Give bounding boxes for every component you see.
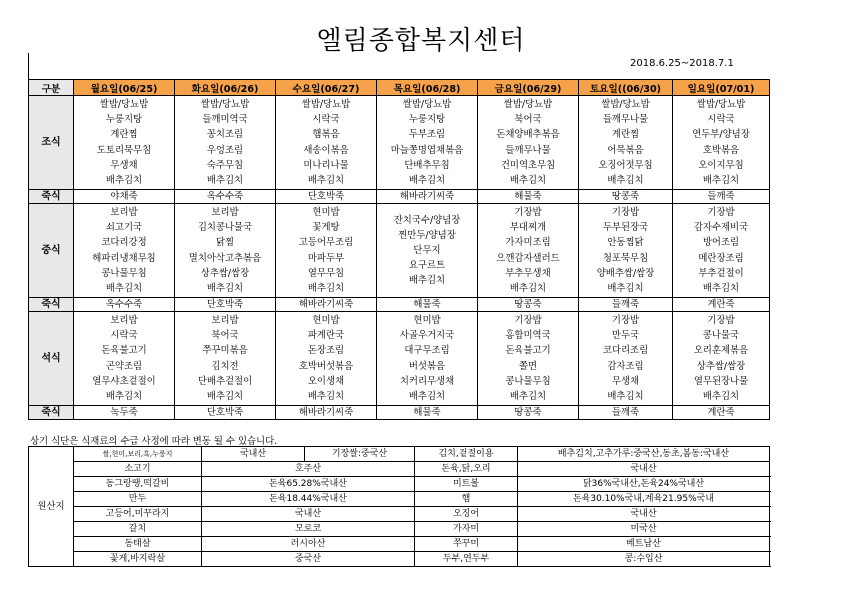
menu-item: 해파리냉채무침 <box>92 252 156 264</box>
menu-item: 단무지 <box>413 244 441 256</box>
origin-cell: 모로코 <box>202 522 415 537</box>
origin-row <box>29 537 770 552</box>
origin-cell: 콩:수입산 <box>518 552 770 567</box>
porridge-row <box>29 298 770 312</box>
origin-cell: 닭36%국내산,돈육24%국내산 <box>518 477 770 492</box>
menu-item: 쌀밥/당뇨밥 <box>301 99 351 111</box>
origin-cell: 돈육18.44%국내산 <box>202 492 415 507</box>
menu-cell <box>74 204 175 298</box>
menu-item: 홍합미역국 <box>505 330 551 342</box>
menu-item: 배추김치 <box>607 174 644 186</box>
origin-cell: 꽃게,바지락살 <box>74 552 202 567</box>
menu-item: 두부조림 <box>408 129 446 141</box>
origin-cell: 국내산 <box>518 507 770 522</box>
menu-cell: 땅콩죽 <box>478 298 579 312</box>
menu-cell: 단호박죽 <box>175 406 276 420</box>
menu-item: 으깬감자샐러드 <box>496 252 560 264</box>
menu-item: 코다리강정 <box>101 237 147 249</box>
menu-cell: 계란죽 <box>673 406 770 420</box>
menu-item: 배추김치 <box>206 390 244 402</box>
menu-cell: 들깨죽 <box>673 190 770 204</box>
origin-cell: 가자미 <box>415 522 518 537</box>
menu-cell: 단호박죽 <box>175 298 276 312</box>
origin-cell: 동태살 <box>74 537 202 552</box>
menu-cell: 계란죽 <box>673 298 770 312</box>
origin-cell: 햄 <box>415 492 518 507</box>
dinner-row <box>29 312 770 406</box>
menu-item: 잔치국수/양념장 <box>393 214 461 226</box>
menu-cell: 해바라기씨죽 <box>276 406 377 420</box>
origin-cell: 호주산 <box>202 462 415 477</box>
menu-item: 배추김치 <box>408 275 446 287</box>
menu-item: 숙주무침 <box>206 159 244 171</box>
menu-item: 꽃게탕 <box>312 222 340 234</box>
menu-item: 북어국 <box>514 114 542 126</box>
menu-cell: 땅콩죽 <box>579 190 673 204</box>
origin-cell: 김치,겉절이용 <box>415 447 518 462</box>
menu-item: 방어조림 <box>702 237 740 249</box>
menu-item: 꽁치조림 <box>206 129 244 141</box>
menu-item: 콩나물무침 <box>505 375 551 387</box>
origin-cell: 쌀,현미,보리,흑,누룽지 <box>74 447 202 462</box>
menu-item: 호박버섯볶음 <box>298 360 354 372</box>
menu-cell: 옥수수죽 <box>74 298 175 312</box>
origin-cell: 돈육,닭,오리 <box>415 462 518 477</box>
menu-item: 부대찌개 <box>509 222 547 234</box>
lunch-row <box>29 204 770 298</box>
menu-item: 열무된장나물 <box>693 375 749 387</box>
menu-item: 배추김치 <box>408 390 446 402</box>
menu-item: 배추김치 <box>607 390 644 402</box>
menu-item: 우엉조림 <box>206 144 244 156</box>
origin-cell: 기장쌀:중국산 <box>305 447 415 462</box>
menu-item: 닭찜 <box>215 237 235 249</box>
menu-item: 멸치아삭고추볶음 <box>188 252 262 264</box>
menu-item: 메란장조림 <box>698 252 744 264</box>
menu-item: 들깨무나물 <box>505 144 551 156</box>
menu-item: 돈장조림 <box>307 345 345 357</box>
meal-label: 죽식 <box>29 406 74 420</box>
menu-cell <box>175 96 276 190</box>
menu-item: 단배추무침 <box>404 159 450 171</box>
menu-item: 계란찜 <box>110 129 138 141</box>
menu-item: 대구무조림 <box>404 345 450 357</box>
menu-item: 배추김치 <box>607 282 644 294</box>
menu-item: 두부된장국 <box>602 222 649 234</box>
menu-item: 배추김치 <box>105 174 143 186</box>
menu-item: 콩나물무침 <box>101 267 147 279</box>
menu-item: 보리밥 <box>211 207 239 219</box>
menu-item: 들깨미역국 <box>202 114 248 126</box>
menu-item: 도토리묵무침 <box>96 144 152 156</box>
menu-item: 오이지무침 <box>698 159 744 171</box>
menu-item: 보리밥 <box>211 315 239 327</box>
menu-item: 찐만두/양념장 <box>398 229 456 241</box>
menu-item: 현미밥 <box>312 207 340 219</box>
menu-cell: 들깨죽 <box>579 406 673 420</box>
menu-cell <box>175 312 276 406</box>
menu-cell <box>276 204 377 298</box>
menu-cell <box>579 96 673 190</box>
menu-cell: 해바라기씨죽 <box>377 190 478 204</box>
menu-item: 고등어무조림 <box>298 237 354 249</box>
origin-cell: 국내산 <box>518 462 770 477</box>
menu-item: 부추무생채 <box>505 267 551 279</box>
menu-item: 감자조림 <box>607 360 644 372</box>
menu-item: 파계란국 <box>307 330 345 342</box>
day-header: 토요일((06/30) <box>579 80 673 96</box>
menu-item: 배추김치 <box>408 174 446 186</box>
day-header: 금요일(06/29) <box>478 80 579 96</box>
menu-item: 배추김치 <box>307 174 345 186</box>
origin-table <box>28 446 770 567</box>
menu-item: 기장밥 <box>611 315 640 327</box>
menu-item: 마늘쫑명엽채볶음 <box>390 144 464 156</box>
menu-item: 쫄면 <box>518 360 538 372</box>
menu-item: 단배추겉절이 <box>197 375 253 387</box>
menu-cell <box>74 312 175 406</box>
menu-item: 쇠고기국 <box>105 222 143 234</box>
menu-cell: 해물죽 <box>377 298 478 312</box>
menu-note: 상기 식단은 식재료의 수급 사정에 따라 변동 될 수 있습니다. <box>30 436 278 447</box>
origin-cell: 두부,연두부 <box>415 552 518 567</box>
header-row <box>29 80 770 96</box>
menu-cell <box>377 204 478 298</box>
origin-row <box>29 522 770 537</box>
menu-item: 새송이볶음 <box>303 144 349 156</box>
menu-item: 배추김치 <box>509 390 547 402</box>
menu-item: 청포묵무침 <box>602 252 649 264</box>
menu-item: 오이생채 <box>307 375 345 387</box>
origin-cell: 베트남산 <box>518 537 770 552</box>
menu-cell <box>673 204 770 298</box>
menu-item: 무생채 <box>611 375 640 387</box>
origin-cell: 국내산 <box>202 507 415 522</box>
porridge-row <box>29 406 770 420</box>
menu-item: 돈채양배추볶음 <box>496 129 560 141</box>
menu-item: 현미밥 <box>312 315 340 327</box>
meal-label: 죽식 <box>29 190 74 204</box>
menu-item: 보리밥 <box>110 207 138 219</box>
menu-cell: 옥수수죽 <box>175 190 276 204</box>
menu-item: 가자미조림 <box>505 237 551 249</box>
menu-item: 돈육불고기 <box>101 345 147 357</box>
menu-item: 무생채 <box>110 159 138 171</box>
menu-item: 배추김치 <box>206 174 244 186</box>
origin-cell: 갈치 <box>74 522 202 537</box>
menu-item: 쭈꾸미볶음 <box>202 345 248 357</box>
menu-cell <box>74 96 175 190</box>
origin-row <box>29 552 770 567</box>
menu-item: 배추김치 <box>509 174 547 186</box>
day-header: 목요일(06/28) <box>377 80 478 96</box>
origin-row <box>29 447 770 462</box>
menu-item: 누룽지탕 <box>105 114 143 126</box>
menu-item: 들깨무나물 <box>602 114 649 126</box>
menu-cell: 해물죽 <box>478 190 579 204</box>
origin-cell: 오징어 <box>415 507 518 522</box>
menu-item: 요구르트 <box>408 260 446 272</box>
menu-item: 배추김치 <box>307 390 345 402</box>
menu-cell: 해물죽 <box>377 406 478 420</box>
origin-cell: 고등어,미꾸라지 <box>74 507 202 522</box>
menu-item: 만두국 <box>611 330 640 342</box>
menu-item: 배추김치 <box>105 390 143 402</box>
day-header: 월요일(06/25) <box>74 80 175 96</box>
menu-item: 배추김치 <box>307 282 345 294</box>
menu-cell: 단호박죽 <box>276 190 377 204</box>
origin-row <box>29 507 770 522</box>
menu-item: 배추김치 <box>206 282 244 294</box>
menu-item: 어묵볶음 <box>607 144 644 156</box>
menu-item: 배추김치 <box>105 282 143 294</box>
menu-cell <box>478 204 579 298</box>
menu-cell: 들깨죽 <box>579 298 673 312</box>
menu-item: 돈육불고기 <box>505 345 551 357</box>
menu-item: 쌀밥/당뇨밥 <box>99 99 149 111</box>
menu-item: 쌀밥/당뇨밥 <box>402 99 452 111</box>
day-header: 화요일(06/26) <box>175 80 276 96</box>
menu-cell: 야채죽 <box>74 190 175 204</box>
menu-item: 오리훈제볶음 <box>693 345 749 357</box>
menu-item: 기장밥 <box>514 207 542 219</box>
gubun-header: 구분 <box>29 80 74 96</box>
origin-cell: 배추김치,고추가루:중국산,동초,봄동:국내산 <box>518 447 770 462</box>
menu-item: 배추김치 <box>702 174 740 186</box>
menu-item: 상추쌈/쌈장 <box>200 267 250 279</box>
menu-item: 마파두부 <box>307 252 345 264</box>
menu-cell <box>276 312 377 406</box>
menu-cell <box>276 96 377 190</box>
origin-label: 원산지 <box>29 447 74 567</box>
origin-cell: 쭈꾸미 <box>415 537 518 552</box>
origin-cell: 소고기 <box>74 462 202 477</box>
menu-item: 열무샤초겉절이 <box>92 375 156 387</box>
menu-item: 호박볶음 <box>702 144 740 156</box>
menu-item: 배추김치 <box>702 282 740 294</box>
menu-item: 누룽지탕 <box>408 114 446 126</box>
origin-cell: 러시아산 <box>202 537 415 552</box>
menu-item: 안동찜닭 <box>607 237 644 249</box>
menu-item: 배추김치 <box>702 390 740 402</box>
origin-cell: 국내산 <box>202 447 305 462</box>
meal-label: 죽식 <box>29 298 74 312</box>
menu-item: 콩나물국 <box>702 330 740 342</box>
menu-item: 김치전 <box>211 360 239 372</box>
day-header: 수요일(06/27) <box>276 80 377 96</box>
menu-item: 감자수제비국 <box>693 222 749 234</box>
menu-table <box>28 79 770 420</box>
origin-row <box>29 462 770 477</box>
origin-cell: 중국산 <box>202 552 415 567</box>
origin-cell: 만두 <box>74 492 202 507</box>
menu-cell <box>673 96 770 190</box>
menu-cell <box>673 312 770 406</box>
menu-cell <box>478 312 579 406</box>
day-header: 일요일(07/01) <box>673 80 770 96</box>
menu-item: 시락국 <box>110 330 138 342</box>
menu-item: 사골우거지국 <box>399 330 455 342</box>
menu-item: 계란찜 <box>611 129 640 141</box>
menu-item: 북어국 <box>211 330 239 342</box>
menu-item: 김치콩나물국 <box>197 222 253 234</box>
origin-cell: 미국산 <box>518 522 770 537</box>
meal-label: 중식 <box>29 204 74 298</box>
menu-item: 쌀밥/당뇨밥 <box>503 99 553 111</box>
menu-cell <box>579 204 673 298</box>
menu-cell <box>175 204 276 298</box>
menu-cell: 땅콩죽 <box>478 406 579 420</box>
origin-cell: 미트볼 <box>415 477 518 492</box>
menu-item: 시락국 <box>312 114 340 126</box>
menu-item: 배추김치 <box>509 282 547 294</box>
menu-item: 건미역초무침 <box>500 159 556 171</box>
menu-item: 기장밥 <box>707 207 735 219</box>
menu-item: 기장밥 <box>707 315 735 327</box>
menu-item: 쌀밥/당뇨밥 <box>200 99 250 111</box>
menu-item: 기장밥 <box>611 207 640 219</box>
origin-cell: 동그랑땡,떡갈비 <box>74 477 202 492</box>
date-range: 2018.6.25~2018.7.1 <box>630 58 734 69</box>
menu-item: 쌀밥/당뇨밥 <box>696 99 746 111</box>
breakfast-row <box>29 96 770 190</box>
menu-item: 햄볶음 <box>312 129 340 141</box>
menu-item: 기장밥 <box>514 315 542 327</box>
menu-item: 코다리조림 <box>602 345 649 357</box>
menu-cell <box>377 312 478 406</box>
menu-cell: 해바라기씨죽 <box>276 298 377 312</box>
menu-item: 보리밥 <box>110 315 138 327</box>
menu-item: 열무무침 <box>307 267 345 279</box>
menu-item: 버섯볶음 <box>408 360 446 372</box>
meal-label: 석식 <box>29 312 74 406</box>
page-title: 엘림종합복지센터 <box>316 26 526 56</box>
meal-label: 조식 <box>29 96 74 190</box>
menu-item: 양배추쌈/쌈장 <box>596 267 655 279</box>
menu-item: 미나리나물 <box>303 159 349 171</box>
menu-item: 상추쌈/쌈장 <box>696 360 746 372</box>
origin-row <box>29 492 770 507</box>
menu-cell <box>377 96 478 190</box>
menu-cell: 녹두죽 <box>74 406 175 420</box>
menu-item: 현미밥 <box>413 315 441 327</box>
origin-row <box>29 477 770 492</box>
menu-cell <box>478 96 579 190</box>
menu-item: 시락국 <box>707 114 735 126</box>
origin-cell: 돈육30.10%국내,계육21.95%국내 <box>518 492 770 507</box>
menu-item: 치커리무생채 <box>399 375 455 387</box>
menu-item: 연두부/양념장 <box>692 129 750 141</box>
menu-item: 쌀밥/당뇨밥 <box>601 99 650 111</box>
porridge-row <box>29 190 770 204</box>
frame-line <box>28 53 29 79</box>
menu-item: 곤약조림 <box>105 360 143 372</box>
origin-cell: 돈육65.28%국내산 <box>202 477 415 492</box>
menu-cell <box>579 312 673 406</box>
menu-item: 부추겉절이 <box>698 267 744 279</box>
menu-item: 오징어젓무침 <box>598 159 653 171</box>
